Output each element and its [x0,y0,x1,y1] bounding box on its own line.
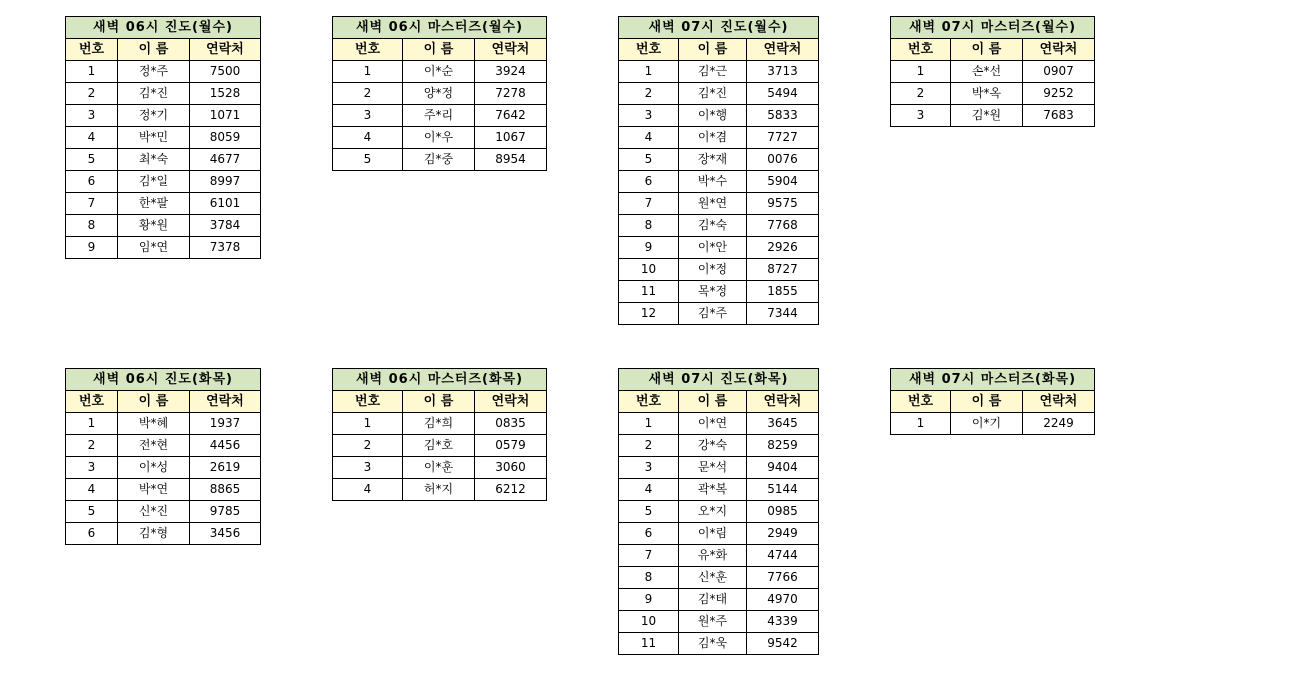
table-row [619,633,819,655]
cell-name: 전*현 [118,435,190,457]
cell-contact: 0835 [475,413,547,435]
cell-contact: 7766 [747,567,819,589]
cell-contact: 9252 [1023,83,1095,105]
table-row [66,171,261,193]
cell-contact: 0907 [1023,61,1095,83]
cell-contact: 9575 [747,193,819,215]
cell-number: 8 [619,567,679,589]
roster-table [618,16,819,325]
cell-contact: 6101 [190,193,261,215]
header-number: 번호 [891,391,951,413]
cell-contact: 1937 [190,413,261,435]
cell-name: 원*연 [679,193,747,215]
table-row [619,413,819,435]
cell-number: 5 [66,501,118,523]
cell-name: 문*석 [679,457,747,479]
cell-contact: 8954 [475,149,547,171]
cell-number: 1 [333,413,403,435]
header-contact: 연락처 [1023,39,1095,61]
cell-name: 오*지 [679,501,747,523]
cell-name: 손*선 [951,61,1023,83]
cell-contact: 4677 [190,149,261,171]
cell-name: 신*훈 [679,567,747,589]
cell-contact: 0579 [475,435,547,457]
cell-name: 김*일 [118,171,190,193]
cell-name: 김*형 [118,523,190,545]
header-contact: 연락처 [1023,391,1095,413]
cell-contact: 0076 [747,149,819,171]
header-name: 이 름 [951,39,1023,61]
cell-number: 1 [891,61,951,83]
cell-contact: 3060 [475,457,547,479]
table-row [619,237,819,259]
cell-name: 최*숙 [118,149,190,171]
cell-name: 한*팔 [118,193,190,215]
cell-name: 이*연 [679,413,747,435]
roster-table [890,16,1095,127]
cell-number: 1 [66,61,118,83]
cell-number: 4 [66,479,118,501]
table-row [66,435,261,457]
cell-name: 이*안 [679,237,747,259]
cell-number: 9 [619,237,679,259]
table-row [333,457,547,479]
cell-contact: 9404 [747,457,819,479]
cell-number: 2 [333,83,403,105]
cell-contact: 4744 [747,545,819,567]
cell-number: 4 [333,479,403,501]
table-row [619,171,819,193]
cell-number: 6 [619,523,679,545]
cell-number: 5 [619,501,679,523]
table-row [66,237,261,259]
cell-number: 3 [333,105,403,127]
cell-contact: 8727 [747,259,819,281]
header-contact: 연락처 [190,39,261,61]
cell-number: 11 [619,281,679,303]
cell-contact: 1067 [475,127,547,149]
cell-name: 김*호 [403,435,475,457]
table-row [333,127,547,149]
cell-name: 김*근 [679,61,747,83]
cell-contact: 3645 [747,413,819,435]
table-row [333,149,547,171]
table-row [619,501,819,523]
table-row [333,61,547,83]
cell-number: 6 [66,523,118,545]
table-row [619,435,819,457]
table-row [619,149,819,171]
roster-table [332,368,547,501]
cell-contact: 7768 [747,215,819,237]
table-row [333,413,547,435]
header-number: 번호 [619,39,679,61]
cell-contact: 2949 [747,523,819,545]
cell-name: 곽*복 [679,479,747,501]
cell-number: 1 [66,413,118,435]
cell-name: 강*숙 [679,435,747,457]
cell-name: 황*원 [118,215,190,237]
cell-contact: 8997 [190,171,261,193]
cell-number: 10 [619,611,679,633]
cell-name: 목*정 [679,281,747,303]
cell-number: 3 [66,105,118,127]
cell-name: 허*지 [403,479,475,501]
cell-contact: 3456 [190,523,261,545]
cell-name: 박*수 [679,171,747,193]
cell-number: 4 [619,127,679,149]
cell-name: 임*연 [118,237,190,259]
table-row [619,457,819,479]
table-row [66,523,261,545]
table-row [619,303,819,325]
table-row [333,105,547,127]
header-name: 이 름 [679,39,747,61]
cell-number: 4 [333,127,403,149]
cell-name: 이*행 [679,105,747,127]
cell-contact: 0985 [747,501,819,523]
table-row [891,83,1095,105]
cell-number: 5 [66,149,118,171]
header-number: 번호 [891,39,951,61]
table-row [891,413,1095,435]
header-number: 번호 [333,391,403,413]
cell-name: 박*혜 [118,413,190,435]
cell-name: 정*기 [118,105,190,127]
table-row [619,589,819,611]
table-row [66,413,261,435]
table-row [66,501,261,523]
cell-name: 이*겸 [679,127,747,149]
cell-name: 이*순 [403,61,475,83]
header-contact: 연락처 [475,39,547,61]
cell-contact: 4456 [190,435,261,457]
table-title: 새벽 06시 마스터즈(화목) [333,369,547,391]
cell-name: 양*정 [403,83,475,105]
cell-number: 9 [619,589,679,611]
header-contact: 연락처 [747,39,819,61]
cell-contact: 5144 [747,479,819,501]
header-name: 이 름 [679,391,747,413]
cell-name: 장*재 [679,149,747,171]
cell-name: 박*옥 [951,83,1023,105]
header-name: 이 름 [118,39,190,61]
table-row [619,611,819,633]
cell-contact: 8259 [747,435,819,457]
cell-name: 이*성 [118,457,190,479]
header-number: 번호 [66,391,118,413]
table-row [619,83,819,105]
table-title: 새벽 07시 마스터즈(화목) [891,369,1095,391]
cell-name: 유*화 [679,545,747,567]
cell-number: 9 [66,237,118,259]
cell-number: 6 [66,171,118,193]
table-row [66,457,261,479]
table-row [619,259,819,281]
cell-number: 3 [66,457,118,479]
table-row [333,435,547,457]
cell-number: 12 [619,303,679,325]
cell-number: 8 [619,215,679,237]
cell-name: 이*우 [403,127,475,149]
cell-contact: 7727 [747,127,819,149]
cell-contact: 9785 [190,501,261,523]
table-row [66,83,261,105]
table-row [619,281,819,303]
roster-table [618,368,819,655]
cell-name: 이*기 [951,413,1023,435]
cell-number: 7 [619,545,679,567]
header-number: 번호 [66,39,118,61]
cell-contact: 7642 [475,105,547,127]
cell-contact: 3924 [475,61,547,83]
cell-contact: 7378 [190,237,261,259]
cell-name: 이*림 [679,523,747,545]
header-name: 이 름 [403,39,475,61]
table-row [619,61,819,83]
cell-number: 10 [619,259,679,281]
cell-number: 3 [619,105,679,127]
cell-number: 6 [619,171,679,193]
cell-contact: 2619 [190,457,261,479]
cell-number: 7 [619,193,679,215]
table-row [891,105,1095,127]
cell-contact: 5494 [747,83,819,105]
table-title: 새벽 06시 마스터즈(월수) [333,17,547,39]
cell-contact: 3784 [190,215,261,237]
header-contact: 연락처 [747,391,819,413]
cell-contact: 1528 [190,83,261,105]
table-row [619,215,819,237]
cell-name: 김*진 [118,83,190,105]
cell-name: 김*주 [679,303,747,325]
header-number: 번호 [619,391,679,413]
cell-number: 2 [891,83,951,105]
header-name: 이 름 [118,391,190,413]
cell-contact: 1855 [747,281,819,303]
roster-table [65,368,261,545]
cell-number: 1 [891,413,951,435]
table-title: 새벽 07시 마스터즈(월수) [891,17,1095,39]
table-row [619,193,819,215]
cell-contact: 2926 [747,237,819,259]
cell-name: 김*진 [679,83,747,105]
table-row [333,479,547,501]
cell-number: 3 [333,457,403,479]
cell-number: 2 [619,83,679,105]
cell-name: 김*태 [679,589,747,611]
header-contact: 연락처 [190,391,261,413]
cell-contact: 6212 [475,479,547,501]
table-row [333,83,547,105]
cell-number: 2 [619,435,679,457]
table-row [66,61,261,83]
cell-contact: 9542 [747,633,819,655]
cell-number: 3 [891,105,951,127]
roster-table [332,16,547,171]
cell-name: 정*주 [118,61,190,83]
cell-name: 박*민 [118,127,190,149]
cell-name: 원*주 [679,611,747,633]
cell-name: 김*희 [403,413,475,435]
cell-number: 2 [333,435,403,457]
cell-contact: 5904 [747,171,819,193]
table-row [619,479,819,501]
cell-number: 1 [333,61,403,83]
table-row [619,105,819,127]
cell-contact: 2249 [1023,413,1095,435]
cell-number: 1 [619,413,679,435]
cell-contact: 7500 [190,61,261,83]
header-contact: 연락처 [475,391,547,413]
roster-table [65,16,261,259]
cell-contact: 4339 [747,611,819,633]
cell-contact: 1071 [190,105,261,127]
cell-contact: 7683 [1023,105,1095,127]
cell-number: 4 [66,127,118,149]
cell-number: 5 [333,149,403,171]
cell-name: 신*진 [118,501,190,523]
table-title: 새벽 07시 진도(월수) [619,17,819,39]
table-title: 새벽 06시 진도(화목) [66,369,261,391]
roster-table [890,368,1095,435]
cell-name: 이*정 [679,259,747,281]
table-row [66,127,261,149]
table-row [66,479,261,501]
cell-number: 11 [619,633,679,655]
cell-contact: 3713 [747,61,819,83]
cell-number: 8 [66,215,118,237]
table-row [619,127,819,149]
table-row [66,193,261,215]
header-name: 이 름 [951,391,1023,413]
header-name: 이 름 [403,391,475,413]
table-row [619,523,819,545]
table-row [619,545,819,567]
cell-name: 김*원 [951,105,1023,127]
header-number: 번호 [333,39,403,61]
cell-contact: 8059 [190,127,261,149]
cell-number: 1 [619,61,679,83]
cell-contact: 8865 [190,479,261,501]
cell-name: 김*숙 [679,215,747,237]
cell-contact: 4970 [747,589,819,611]
cell-name: 주*리 [403,105,475,127]
table-row [66,149,261,171]
table-title: 새벽 07시 진도(화목) [619,369,819,391]
table-row [66,215,261,237]
cell-name: 이*훈 [403,457,475,479]
cell-contact: 5833 [747,105,819,127]
table-title: 새벽 06시 진도(월수) [66,17,261,39]
cell-number: 7 [66,193,118,215]
cell-number: 2 [66,83,118,105]
cell-name: 김*중 [403,149,475,171]
cell-contact: 7344 [747,303,819,325]
cell-number: 4 [619,479,679,501]
cell-number: 5 [619,149,679,171]
cell-number: 2 [66,435,118,457]
cell-contact: 7278 [475,83,547,105]
cell-name: 박*연 [118,479,190,501]
table-row [66,105,261,127]
table-row [619,567,819,589]
table-row [891,61,1095,83]
cell-name: 김*욱 [679,633,747,655]
cell-number: 3 [619,457,679,479]
